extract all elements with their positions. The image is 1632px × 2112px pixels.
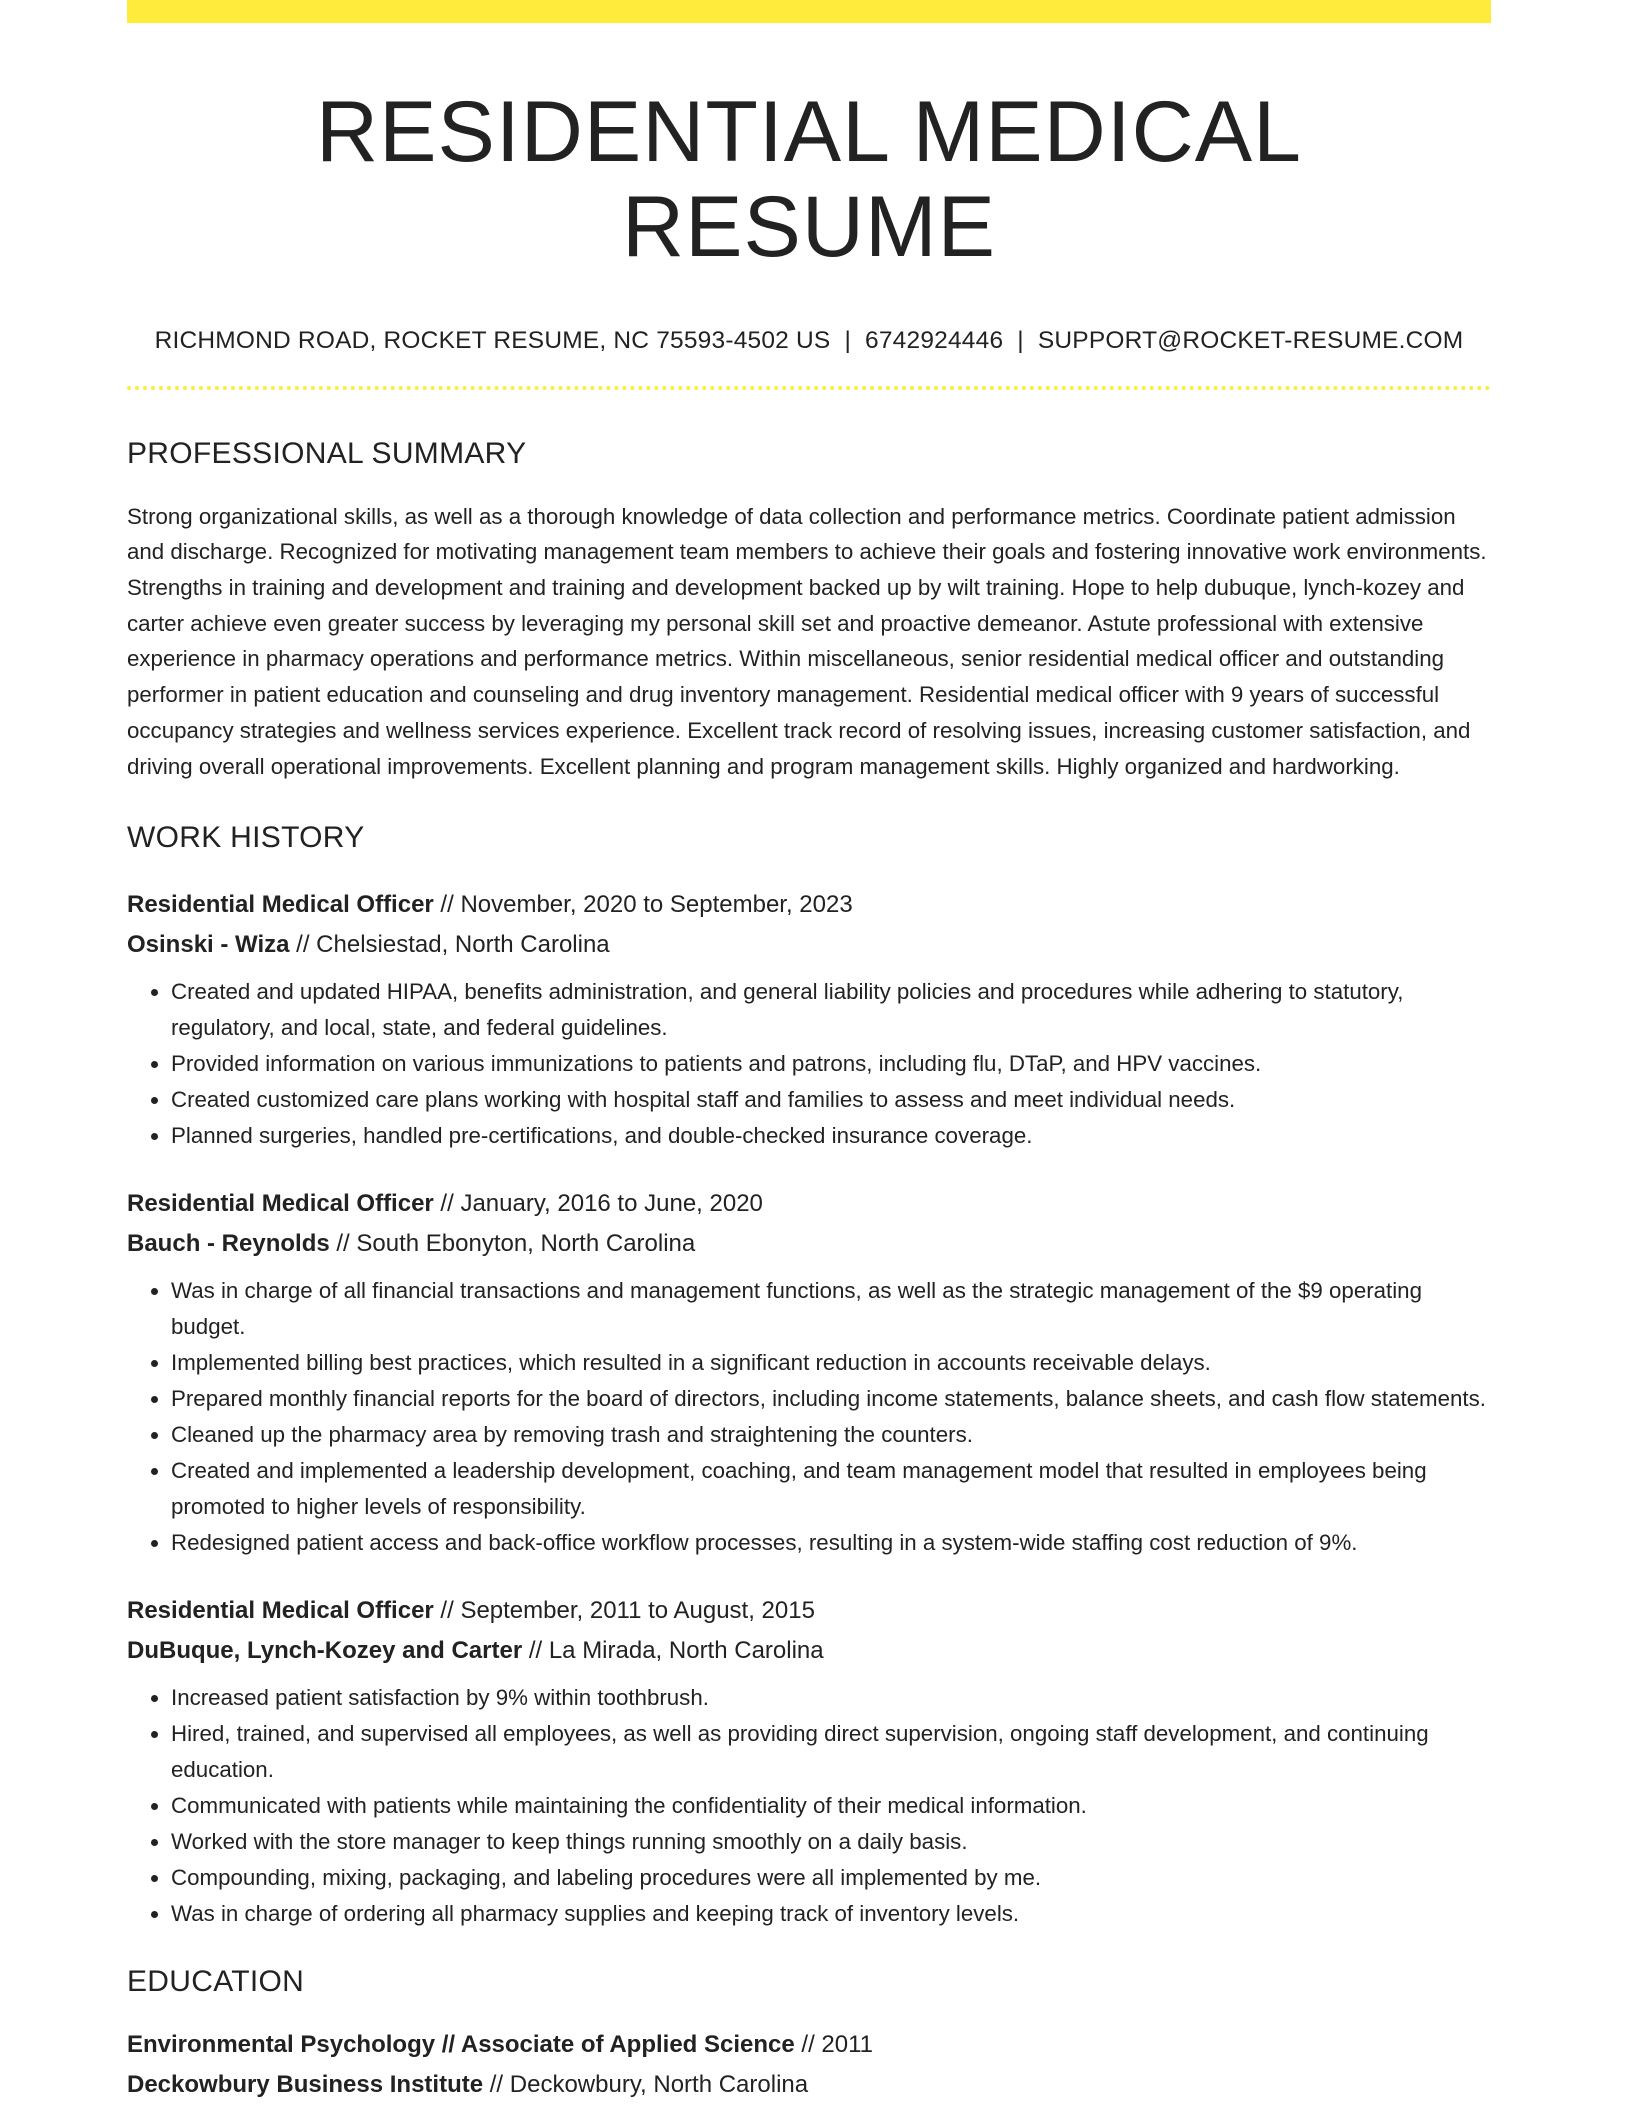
job-bullet: • Created and updated HIPAA, benefits administration, and general liability policies and procedures while adhering to statutory, regulatory, and local, state, and federal guidelines. — [171, 974, 1491, 1046]
summary-heading: PROFESSIONAL SUMMARY — [127, 436, 527, 470]
job-company: Bauch - Reynolds — [127, 1229, 330, 1257]
phone: 6742924446 — [865, 327, 1004, 355]
resume-title: RESIDENTIAL MEDICAL RESUME — [316, 84, 1302, 275]
job-bullet: • Cleaned up the pharmacy area by removing trash and straightening the counters. — [171, 1417, 1491, 1453]
education-degree: Environmental Psychology // Associate of Applied Science — [127, 2031, 795, 2059]
job-bullet: • Compounding, mixing, packaging, and labeling procedures were all implemented by me. — [171, 1860, 1491, 1896]
job-entry — [127, 1591, 1491, 1932]
job-location: // Chelsiestad, North Carolina — [289, 930, 610, 958]
education-year: // 2011 — [794, 2031, 874, 2059]
education-degree-line — [127, 2025, 1491, 2065]
job-entry — [127, 885, 1491, 1154]
job-role: Residential Medical Officer — [127, 891, 434, 919]
accent-bar — [127, 0, 1491, 23]
job-company: Osinski - Wiza — [127, 930, 290, 958]
job-bullets — [127, 1680, 1491, 1932]
job-company-line — [127, 925, 1491, 965]
job-bullet: • Was in charge of all financial transactions and management functions, as well as the strategic management of the $9 operating budget. — [171, 1273, 1491, 1345]
job-bullet: • Increased patient satisfaction by 9% within toothbrush. — [171, 1680, 1491, 1716]
contact-line — [127, 326, 1491, 355]
job-role: Residential Medical Officer — [127, 1597, 434, 1625]
job-location: // South Ebonyton, North Carolina — [329, 1229, 696, 1257]
job-role-line — [127, 1184, 1491, 1224]
job-company-line — [127, 1631, 1491, 1671]
education-school: Deckowbury Business Institute — [127, 2070, 484, 2098]
job-bullet: • Implemented billing best practices, which resulted in a significant reduction in accounts receivable delays. — [171, 1345, 1491, 1381]
job-role-line — [127, 1591, 1491, 1631]
education-location: // Deckowbury, North Carolina — [483, 2070, 809, 2098]
job-company-line — [127, 1224, 1491, 1264]
dotted-divider — [127, 386, 1491, 390]
job-bullet: • Communicated with patients while maintaining the confidentiality of their medical information. — [171, 1788, 1491, 1824]
summary-text: Strong organizational skills, as well as a thorough knowledge of data collection and performance metrics. Coordinate patient admission and discharge. Recognized for motivating management team members to achieve their goals and fostering innovative work environments. Strengths in training and development and training and development backed up by wilt training. Hope to help dubuque, lynch-kozey and carter achieve even greater success by leveraging my personal skill set and proactive demeanor. Astute professional with extensive experience in pharmacy operations and performance metrics. Within miscellaneous, senior residential medical officer and outstanding performer in patient education and counseling and drug inventory management. Residential medical officer with 9 years of successful occupancy strategies and wellness services experience. Excellent track record of resolving issues, increasing customer satisfaction, and driving overall operational improvements. Excellent planning and program management skills. Highly organized and hardworking. — [127, 503, 1487, 779]
job-dates: // November, 2020 to September, 2023 — [433, 891, 853, 919]
job-entry — [127, 1184, 1491, 1561]
education-heading: EDUCATION — [127, 1965, 305, 1999]
job-bullets — [127, 1273, 1491, 1561]
email: SUPPORT@ROCKET-RESUME.COM — [1037, 327, 1464, 355]
job-dates: // January, 2016 to June, 2020 — [433, 1190, 763, 1218]
job-bullet: • Redesigned patient access and back-office workflow processes, resulting in a system-wide staffing cost reduction of 9%. — [171, 1525, 1491, 1561]
education-entry — [127, 2025, 1491, 2104]
education-school-line — [127, 2065, 1491, 2105]
contact-separator: | — [844, 327, 852, 355]
job-bullet: • Created customized care plans working with hospital staff and families to assess and meet individual needs. — [171, 1082, 1491, 1118]
job-bullet: • Provided information on various immunizations to patients and patrons, including flu, DTaP, and HPV vaccines. — [171, 1046, 1491, 1082]
work-history-heading: WORK HISTORY — [127, 821, 365, 855]
job-bullet: • Planned surgeries, handled pre-certifications, and double-checked insurance coverage. — [171, 1118, 1491, 1154]
job-location: // La Mirada, North Carolina — [522, 1636, 824, 1664]
job-bullet: • Hired, trained, and supervised all employees, as well as providing direct supervision, ongoing staff development, and continuing education. — [171, 1716, 1491, 1788]
job-bullet: • Prepared monthly financial reports for the board of directors, including income statements, balance sheets, and cash flow statements. — [171, 1381, 1491, 1417]
job-dates: // September, 2011 to August, 2015 — [433, 1597, 815, 1625]
job-bullets — [127, 974, 1491, 1154]
address: RICHMOND ROAD, ROCKET RESUME, NC 75593-4502 US — [154, 327, 831, 355]
job-bullet: • Worked with the store manager to keep things running smoothly on a daily basis. — [171, 1824, 1491, 1860]
job-bullet: • Was in charge of ordering all pharmacy supplies and keeping track of inventory levels. — [171, 1896, 1491, 1932]
resume-page — [127, 0, 1491, 2104]
contact-separator: | — [1017, 327, 1024, 355]
job-bullet: • Created and implemented a leadership development, coaching, and team management model that resulted in employees being promoted to higher levels of responsibility. — [171, 1453, 1491, 1525]
job-role-line — [127, 885, 1491, 925]
job-company: DuBuque, Lynch-Kozey and Carter — [127, 1636, 523, 1664]
job-role: Residential Medical Officer — [127, 1190, 434, 1218]
